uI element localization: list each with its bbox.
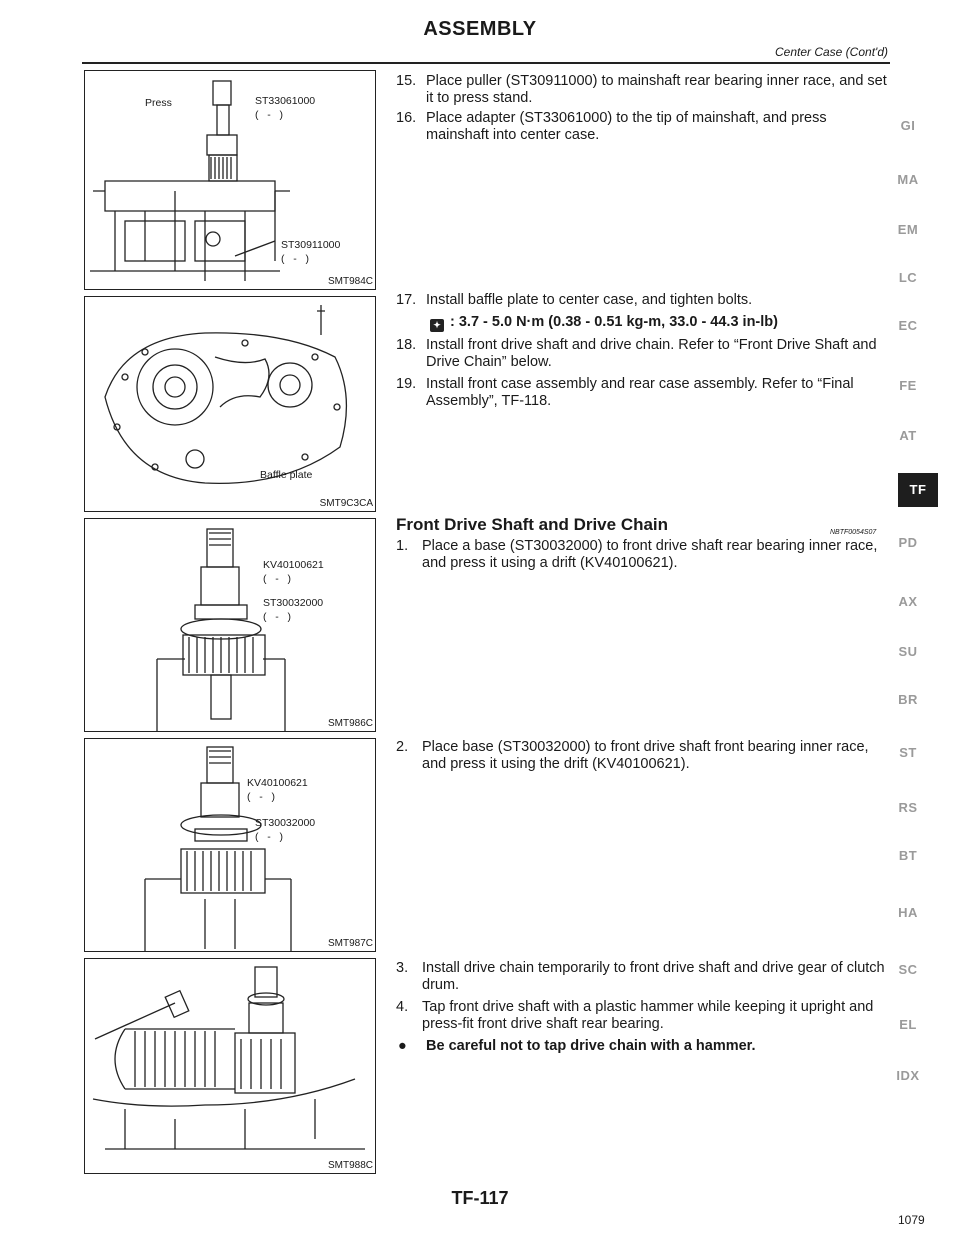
figure-rear-bearing-press [84,518,376,732]
side-tab-su[interactable]: SU [898,644,918,659]
step-number: 3. [396,960,409,976]
label-st30032000-paren: ( - ) [263,611,291,623]
label-st30032000-paren: ( - ) [255,831,283,843]
step-15 [396,73,888,107]
step-number: 19. [396,376,417,392]
page-number: TF-117 [451,1188,509,1208]
mainshaft-press-illustration [85,71,375,289]
torque-wrench-icon: ✦ [430,319,444,332]
step-number: 18. [396,337,417,353]
page-subtitle: Center Case (Cont'd) [774,45,888,59]
figure-drive-chain-hammer [84,958,376,1174]
step-number: 1. [396,538,409,554]
step-text: Place a base (ST30032000) to front drive shaft rear bearing inner race, and press it using a drift (KV40100621). [422,538,878,571]
front-bearing-press-illustration [85,739,375,951]
step-text: Install front case assembly and rear case assembly. Refer to “Final Assembly”, TF-118. [426,376,854,409]
torque-spec-text: : 3.7 - 5.0 N·m (0.38 - 0.51 kg-m, 33.0 - 44.3 in-lb) [450,314,778,330]
side-tab-bt[interactable]: BT [898,848,918,863]
step-17 [396,292,888,309]
figure-front-bearing-press [84,738,376,952]
step-text: Install front drive shaft and drive chain. Refer to “Front Drive Shaft and Drive Chain” below. [426,337,877,370]
file-number: 1079 [898,1213,925,1227]
rear-bearing-press-illustration [85,519,375,731]
step-text: Install drive chain temporarily to front drive shaft and drive gear of clutch drum. [422,960,885,993]
drive-chain-hammer-illustration [85,959,375,1173]
label-st30032000: ST30032000 [263,597,324,609]
section-code: NBTF0054S07 [830,529,877,536]
label-kv40100621-paren: ( - ) [247,791,275,803]
side-tab-st[interactable]: ST [899,745,917,760]
caution-bullet [398,1038,888,1054]
side-tab-at[interactable]: AT [899,428,917,443]
label-press: Press [145,97,172,109]
step-3 [396,960,888,994]
label-st30911000: ST30911000 [281,239,341,251]
side-tab-idx[interactable]: IDX [896,1068,920,1083]
figure-mainshaft-press [84,70,376,290]
side-tab-fe[interactable]: FE [899,378,917,393]
figure-code: SMT988C [327,1160,373,1171]
step-number: 17. [396,292,417,308]
step-number: 15. [396,73,417,89]
label-baffle-plate: Baffle plate [260,469,313,481]
figure-code: SMT9C3CA [319,498,373,509]
label-kv40100621: KV40100621 [247,777,308,789]
section-heading: Front Drive Shaft and Drive Chain [396,515,669,534]
step-number: 16. [396,110,417,126]
header-rule [82,62,890,64]
step-19 [396,376,888,410]
baffle-plate-illustration [85,297,375,511]
side-tab-br[interactable]: BR [898,692,918,707]
label-st33061000-paren: ( - ) [255,109,283,121]
side-tab-em[interactable]: EM [897,222,919,237]
side-tab-ha[interactable]: HA [898,905,918,920]
step-18 [396,337,888,371]
caution-text: Be careful not to tap drive chain with a hammer. [426,1038,756,1054]
step-text: Place puller (ST30911000) to mainshaft rear bearing inner race, and set it to press stand. [426,73,887,106]
step-1 [396,538,888,572]
side-tab-sc[interactable]: SC [898,962,918,977]
step-text: Place adapter (ST33061000) to the tip of mainshaft, and press mainshaft into center case. [426,110,827,143]
step-4 [396,999,888,1033]
step-text: Tap front drive shaft with a plastic hammer while keeping it upright and press-fit front drive shaft rear bearing. [422,999,874,1032]
label-st30911000-paren: ( - ) [281,253,309,265]
side-tab-pd[interactable]: PD [898,535,918,550]
label-st33061000: ST33061000 [255,95,316,107]
label-st30032000: ST30032000 [255,817,316,829]
bullet-dot-icon: ● [398,1038,407,1054]
step-number: 4. [396,999,409,1015]
side-tab-gi[interactable]: GI [900,118,916,133]
side-tab-ec[interactable]: EC [898,318,918,333]
side-tab-tf[interactable]: TF [898,473,938,507]
step-16 [396,110,888,144]
side-tab-rs[interactable]: RS [898,800,918,815]
figure-code: SMT984C [327,276,373,287]
label-kv40100621-paren: ( - ) [263,573,291,585]
step-text: Place base (ST30032000) to front drive shaft front bearing inner race, and press it using the drift (KV40100621). [422,739,869,772]
figure-baffle-plate [84,296,376,512]
torque-spec [430,314,778,332]
side-tab-ax[interactable]: AX [898,594,918,609]
side-tab-ma[interactable]: MA [897,172,919,187]
side-tab-el[interactable]: EL [899,1017,917,1032]
figure-code: SMT987C [327,938,373,949]
step-2 [396,739,888,773]
step-text: Install baffle plate to center case, and tighten bolts. [426,292,753,308]
figure-code: SMT986C [327,718,373,729]
step-number: 2. [396,739,409,755]
label-kv40100621: KV40100621 [263,559,324,571]
side-tab-lc[interactable]: LC [898,270,918,285]
page-title: ASSEMBLY [423,18,537,40]
